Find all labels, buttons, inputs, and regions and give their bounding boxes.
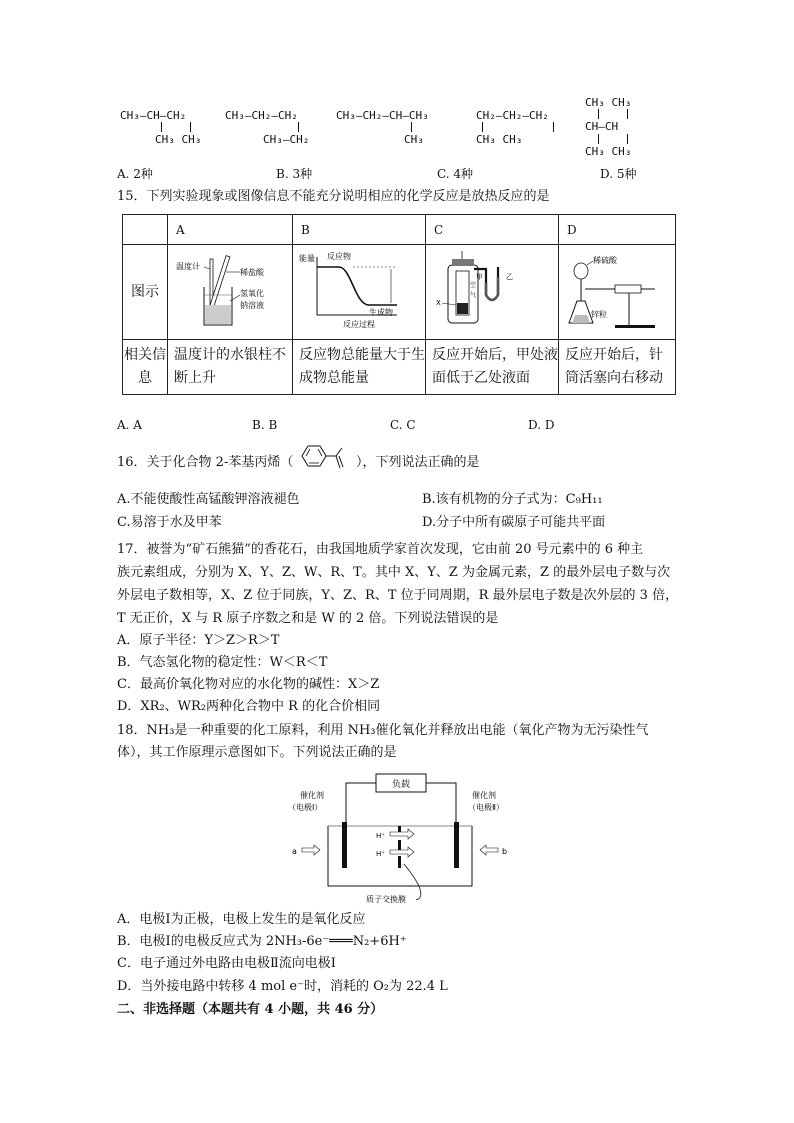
structure-4-bottom: CH₃ CH₃ (476, 133, 523, 146)
q15-info-c: 反应开始后，甲处液面低于乙处液面 (426, 340, 559, 395)
structure-4-top: CH₂—CH₂—CH₂ (476, 109, 549, 122)
electrode-2-label: （电极Ⅱ） (468, 803, 504, 812)
structure-5-line1: CH₃ CH₃ (585, 96, 632, 109)
fig-c-air-1: 空 (470, 282, 477, 289)
q18-option-c[interactable]: C．电子通过外电路由电极Ⅱ流向电极Ⅰ (117, 956, 336, 971)
section-2-heading: 二、非选择题（本题共有 4 小题，共 46 分） (117, 1002, 384, 1017)
q17-stem-line-1: 17．被誉为“矿石熊猫”的香花石，由我国地质学家首次发现，它由前 20 号元素中的 6 种主 (117, 542, 644, 557)
q15-info-b: 反应物总能量大于生成物总能量 (293, 340, 426, 395)
q15-header-a: A (168, 215, 293, 245)
q16-option-a[interactable]: A.不能使酸性高锰酸钾溶液褪色 (117, 492, 300, 507)
fig-a-base-label-2: 钠溶液 (240, 301, 264, 310)
q16-stem-part1: 16．关于化合物 2-苯基丙烯（ (117, 455, 294, 470)
fig-b-reactant: 反应物 (327, 252, 351, 261)
q15-option-a[interactable]: A. A (117, 418, 142, 432)
fig-a-acid-label: 稀盐酸 (240, 268, 264, 277)
figure-a-thermometer-setup (168, 245, 293, 340)
structure-5-line3: CH₃ CH₃ (585, 145, 632, 158)
q17-stem-line-4: T 无正价，X 与 R 原子序数之和是 W 的 2 倍。下列说法错误的是 (117, 611, 499, 626)
fig-c-air-2: 气 (470, 292, 477, 299)
q17-option-c[interactable]: C．最高价氧化物对应的水化物的碱性：X＞Z (117, 677, 380, 692)
q16-option-c[interactable]: C.易溶于水及甲苯 (117, 515, 222, 530)
q17-stem-line-3: 外层电子数相等，X、Z 位于同族，Y、Z、R、T 位于同周期，R 最外层电子数是次外层的 3 倍， (117, 588, 679, 603)
figure-d-syringe-setup (559, 245, 676, 340)
2-phenylpropene-structure-icon (296, 442, 352, 482)
q18-stem-line-2: 体），其工作原理示意图如下。下列说法正确的是 (117, 745, 397, 760)
q15-row-label-info: 相关信息 (123, 340, 168, 395)
fig-d-zinc: 锌粒 (591, 310, 607, 319)
q15-stem: 15．下列实验现象或图像信息不能充分说明相应的化学反应是放热反应的是 (117, 189, 550, 204)
fig-a-thermo-label: 温度计 (176, 262, 200, 271)
electrode-1-label: （电极Ⅰ） (288, 803, 323, 812)
q15-header-d: D (559, 215, 676, 245)
q17-option-d[interactable]: D．XR₂、WR₂两种化合物中 R 的化合价相同 (117, 699, 381, 714)
figure-c-u-tube-setup (426, 245, 559, 340)
fig-b-xlabel: 反应过程 (343, 320, 375, 329)
fig-c-x: X (436, 299, 441, 307)
load-label: 负载 (391, 780, 411, 790)
q17-stem-line-2: 族元素组成，分别为 X、Y、Z、W、R、T。其中 X、Y、Z 为金属元素，Z 的最外层电子数与次 (117, 565, 671, 580)
fig-b-ylabel: 能量 (299, 254, 315, 263)
membrane-label: 质子交换膜 (366, 895, 406, 904)
structure-5-line2: CH—CH (585, 120, 619, 133)
structure-3-bottom: CH₃ (404, 133, 424, 146)
inlet-a-label: a (292, 847, 297, 856)
catalyst-1-label: 催化剂 (300, 791, 324, 800)
q18-option-b[interactable]: B．电极Ⅰ的电极反应式为 2NH₃-6e⁻═══N₂+6H⁺ (117, 934, 407, 949)
fig-b-product: 生成物 (369, 308, 393, 317)
structure-3-top: CH₃—CH₂—CH—CH₃ (336, 109, 429, 122)
q15-row-label-figure: 图示 (123, 245, 168, 340)
q15-header-b: B (293, 215, 426, 245)
q17-option-b[interactable]: B．气态氢化物的稳定性：W＜R＜T (117, 655, 328, 670)
fig-c-yi: 乙 (506, 273, 513, 281)
proton-label-2: H⁺ (376, 850, 385, 858)
q16-option-d[interactable]: D.分子中所有碳原子可能共平面 (422, 515, 606, 530)
q14-option-d[interactable]: D. 5种 (600, 167, 637, 181)
q14-option-c[interactable]: C. 4种 (437, 167, 474, 181)
structure-2-top: CH₃—CH₂—CH₂ (225, 109, 298, 122)
inlet-b-label: b (502, 847, 508, 856)
q15-info-a: 温度计的水银柱不断上升 (168, 340, 293, 395)
q18-option-a[interactable]: A．电极Ⅰ为正极，电极上发生的是氧化反应 (117, 912, 366, 927)
q15-option-d[interactable]: D. D (528, 418, 555, 432)
fuel-cell-diagram (280, 768, 530, 908)
structure-1-bottom: CH₃ CH₃ (155, 133, 202, 146)
structure-1-top: CH₃—CH—CH₂ (120, 109, 187, 122)
q15-table (122, 214, 676, 395)
structure-2-bottom: CH₃—CH₂ (263, 133, 310, 146)
q18-option-d[interactable]: D．当外接电路中转移 4 mol e⁻时，消耗的 O₂为 22.4 L (117, 979, 448, 994)
figure-b-energy-diagram (293, 245, 426, 340)
q17-option-a[interactable]: A．原子半径：Y＞Z＞R＞T (117, 633, 280, 648)
q18-stem-line-1: 18．NH₃是一种重要的化工原料，利用 NH₃催化氧化并释放出电能（氧化产物为无污染性气 (117, 723, 649, 738)
q14-option-b[interactable]: B. 3种 (276, 167, 313, 181)
fig-d-acid: 稀硫酸 (593, 256, 617, 265)
fig-a-base-label-1: 氢氧化 (240, 289, 264, 298)
proton-label-1: H⁺ (376, 832, 385, 840)
q15-option-c[interactable]: C. C (390, 418, 416, 432)
q15-header-c: C (426, 215, 559, 245)
catalyst-2-label: 催化剂 (472, 791, 496, 800)
q15-option-b[interactable]: B. B (252, 418, 278, 432)
q16-stem-part2: ），下列说法正确的是 (356, 455, 480, 470)
q15-info-d: 反应开始后，针筒活塞向右移动 (559, 340, 676, 395)
q16-option-b[interactable]: B.该有机物的分子式为：C₉H₁₁ (422, 492, 603, 507)
fig-c-jia: 甲 (476, 273, 483, 281)
q14-option-a[interactable]: A. 2种 (117, 167, 153, 181)
